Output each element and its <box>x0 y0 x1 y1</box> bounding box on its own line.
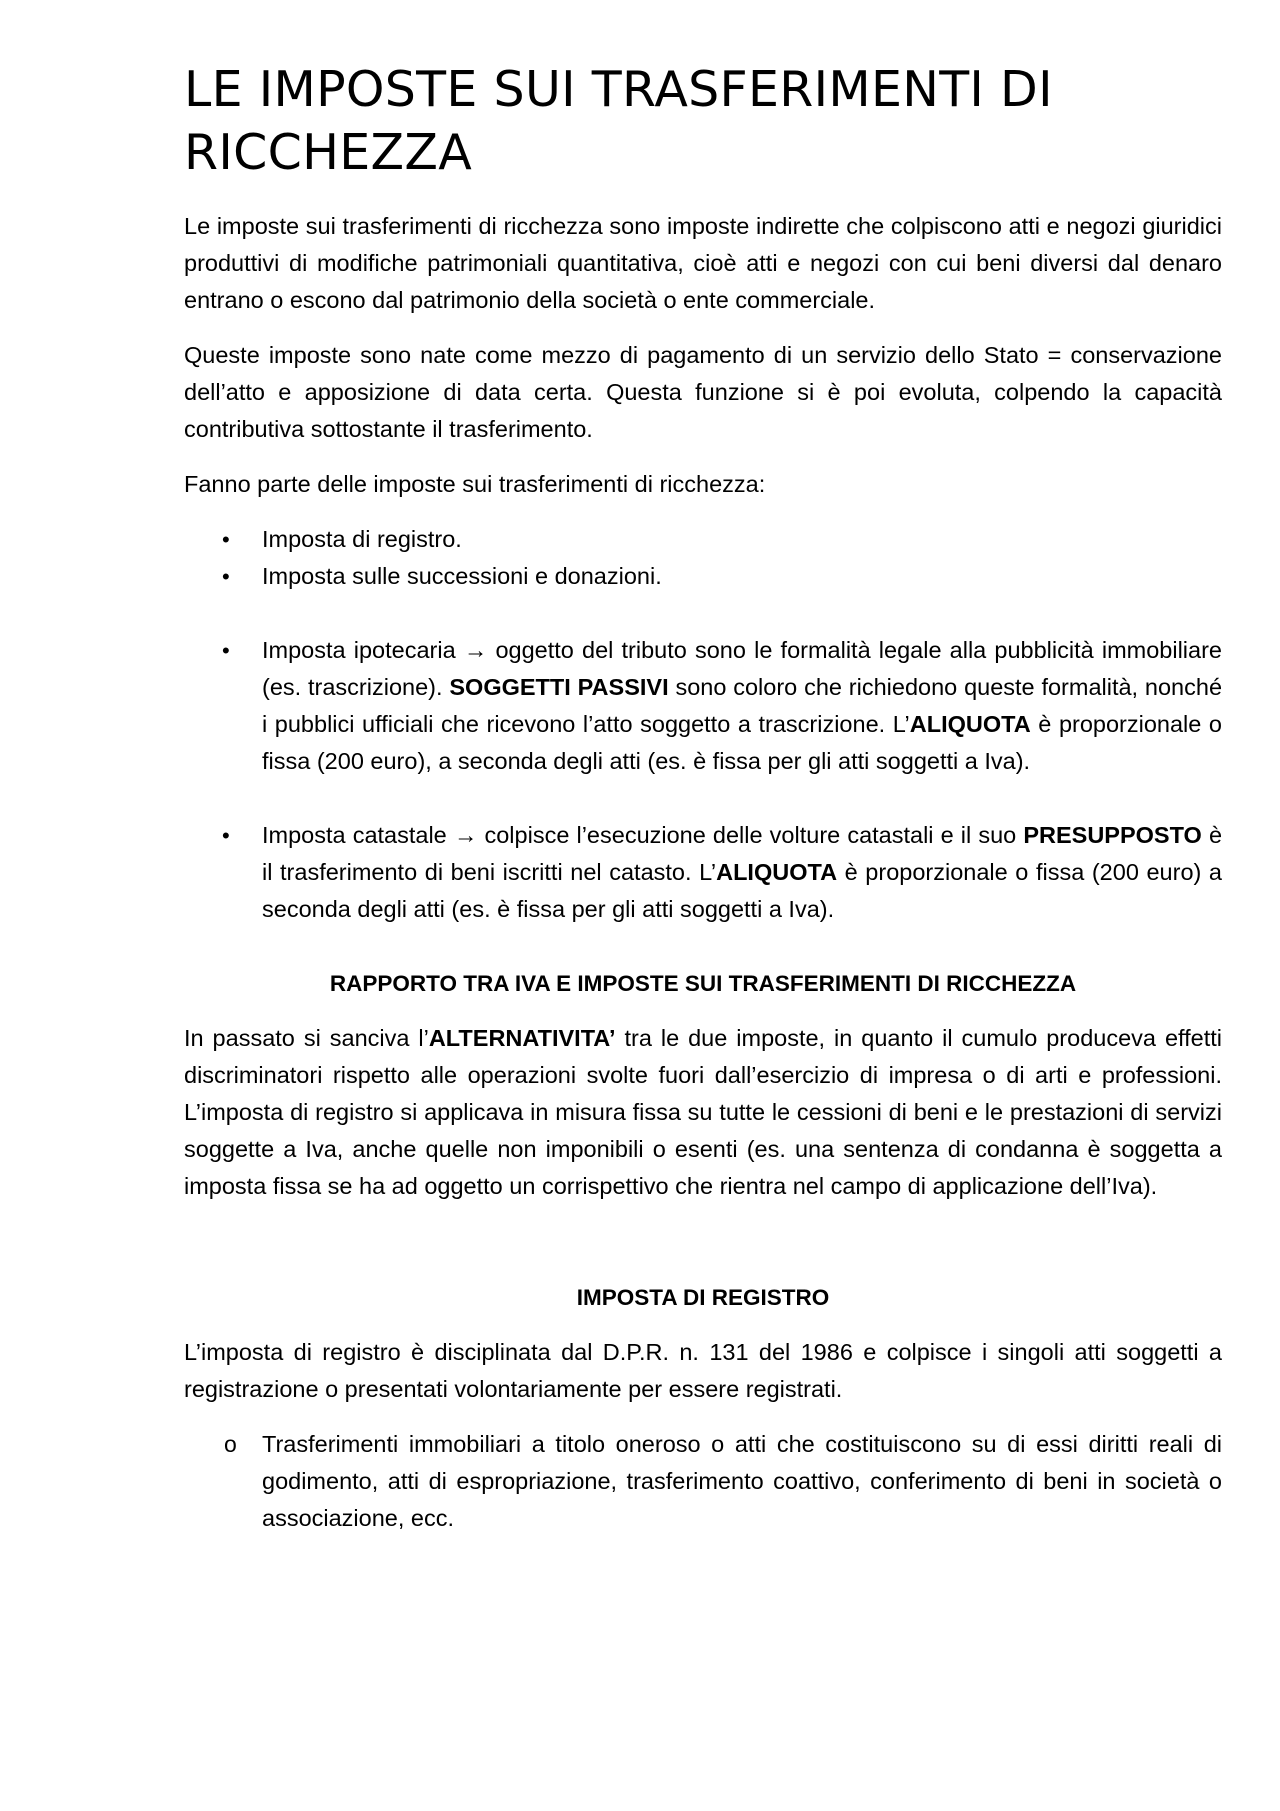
intro-paragraph-1: Le imposte sui trasferimenti di ricchezza sono imposte indirette che colpiscono atti e negozi giuridici produttivi di modifiche patrimoniali quantitativa, cioè atti e negozi con cui beni diversi dal denaro entrano o escono dal patrimonio della società o ente commerciale. <box>184 213 1222 313</box>
list-item-text: sono coloro che richiedono queste formalità, nonché i pubblici ufficiali che ricevono l’atto soggetto a trascrizione. L’ <box>262 674 1223 737</box>
list-item-catastale <box>184 817 1222 928</box>
bullet-icon: • <box>222 527 230 552</box>
paragraph-text: tra le due imposte, in quanto il cumulo produceva effetti discriminatori rispetto alle operazioni svolte fuori dall’esercizio di impresa o di arti e professioni. L’imposta di registro si applicava in misura fissa su tutte le cessioni di beni e le prestazioni di servizi soggette a Iva, anche quelle non imponibili o esenti (es. una sentenza di condanna è soggetta a imposta fissa se ha ad oggetto un corrispettivo che rientra nel campo di applicazione dell’Iva). <box>184 1025 1222 1199</box>
sublist-item <box>184 1426 1222 1537</box>
list-item-text: è proporzionale o fissa (200 euro), a seconda degli atti (es. è fissa per gli atti soggetti a Iva). <box>262 711 1222 774</box>
bold-term-soggetti-passivi: SOGGETTI PASSIVI <box>449 674 669 700</box>
bold-term-alternativita: ALTERNATIVITA’ <box>428 1025 616 1051</box>
list-item-text: è proporzionale o fissa (200 euro) a seconda degli atti (es. è fissa per gli atti soggetti a Iva). <box>262 859 1222 922</box>
bold-term-presupposto: PRESUPPOSTO <box>1023 822 1202 848</box>
document-page <box>184 58 1222 1537</box>
bold-term-aliquota: ALIQUOTA <box>716 859 838 885</box>
list-item-text: è il trasferimento di beni iscritti nel catasto. L’ <box>262 822 1223 885</box>
list-item-text: colpisce l’esecuzione delle volture catastali e il suo <box>484 822 1017 848</box>
bullet-icon: • <box>222 564 230 589</box>
intro-paragraph-2: Queste imposte sono nate come mezzo di pagamento di un servizio dello Stato = conservazione dell’atto e apposizione di data certa. Questa funzione si è poi evoluta, colpendo la capacità contributiva sottostante il trasferimento. <box>184 342 1222 442</box>
tax-list <box>184 521 1222 928</box>
bullet-icon: • <box>222 638 230 663</box>
bold-term-aliquota: ALIQUOTA <box>909 711 1031 737</box>
list-item-successioni <box>184 558 1222 595</box>
bullet-icon: • <box>222 823 230 848</box>
list-item-registro <box>184 521 1222 558</box>
list-item-label: Imposta catastale <box>262 822 447 848</box>
list-item-ipotecaria <box>184 632 1222 780</box>
arrow-right-icon: → <box>453 822 478 848</box>
section-heading-rapporto: RAPPORTO TRA IVA E IMPOSTE SUI TRASFERIMENTI DI RICCHEZZA <box>329 971 1077 996</box>
sublist-item-text: Trasferimenti immobiliari a titolo oneroso o atti che costituiscono su di essi diritti reali di godimento, atti di espropriazione, trasferimento coattivo, conferimento di beni in società o associazione, ecc. <box>262 1431 1222 1531</box>
circle-bullet-icon: o <box>224 1431 237 1457</box>
list-item-text: Imposta di registro. <box>262 526 462 552</box>
list-item-text: Imposta sulle successioni e donazioni. <box>262 563 662 589</box>
arrow-right-icon: → <box>463 637 488 663</box>
intro-paragraph-3: Fanno parte delle imposte sui trasferimenti di ricchezza: <box>184 471 766 497</box>
paragraph-text: In passato si sanciva l’ <box>184 1025 429 1051</box>
list-item-text: oggetto del tributo sono le formalità legale alla pubblicità immobiliare (es. trascrizione). <box>262 637 1222 700</box>
registro-paragraph: L’imposta di registro è disciplinata dal D.P.R. n. 131 del 1986 e colpisce i singoli atti soggetti a registrazione o presentati volontariamente per essere registrati. <box>184 1339 1222 1402</box>
document-title: LE IMPOSTE SUI TRASFERIMENTI DI RICCHEZZA <box>184 61 1053 181</box>
registro-sublist <box>184 1426 1222 1537</box>
rapporto-paragraph <box>184 1020 1222 1205</box>
section-heading-registro: IMPOSTA DI REGISTRO <box>576 1285 830 1310</box>
list-item-label: Imposta ipotecaria <box>262 637 456 663</box>
